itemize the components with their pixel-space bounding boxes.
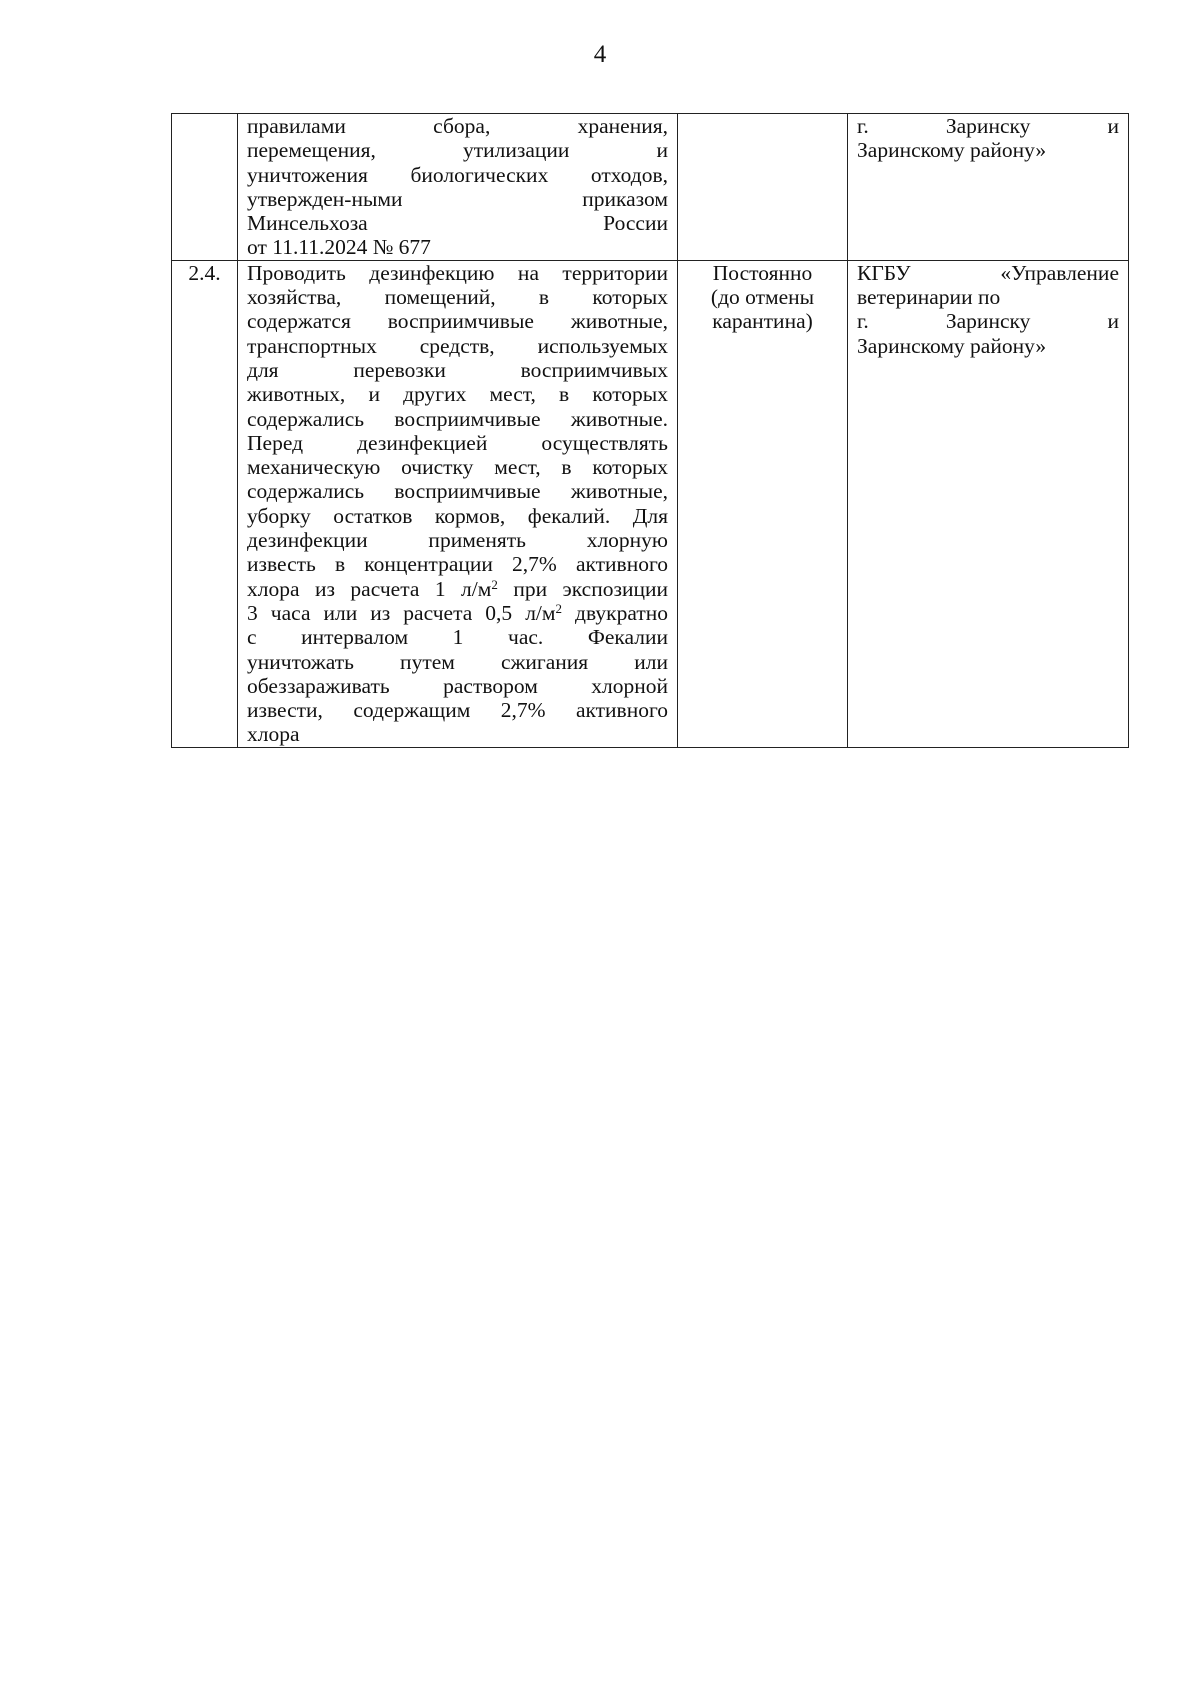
measure-text <box>238 260 678 747</box>
measure-text-line: с интервалом 1 час. Фекалии <box>247 625 668 650</box>
measure-text-line: от 11.11.2024 № 677 <box>247 235 431 260</box>
measure-text-line: Минсельхоза России <box>247 211 668 236</box>
term-cell <box>678 260 848 747</box>
measure-text-line: утвержден-ными приказом <box>247 186 668 211</box>
term-cell <box>678 114 848 261</box>
measure-text-line: содержались восприимчивые животные. <box>247 406 668 431</box>
measure-text-line: механическую очистку мест, в которых <box>247 455 668 480</box>
measure-text-line: содержались восприимчивые животные, <box>247 479 668 504</box>
table-row <box>172 114 1129 261</box>
responsible-line: КГБУ «Управление <box>857 260 1119 285</box>
responsible-line: Заринскому району» <box>857 138 1047 163</box>
measure-text-line: уборку остатков кормов, фекалий. Для <box>247 503 668 528</box>
measure-text-line: 3 часа или из расчета 0,5 $л/м^2$ двукратно <box>247 600 668 625</box>
measure-text-line: извести, содержащим 2,7% активного <box>247 698 668 723</box>
measure-text <box>238 114 678 261</box>
row-number <box>172 114 238 261</box>
measure-text-line: перемещения, утилизации и <box>247 138 668 163</box>
measure-text-line: обеззараживать раствором хлорной <box>247 673 668 698</box>
measure-text-line: уничтожать путем сжигания или <box>247 649 668 674</box>
measure-text-line: для перевозки восприимчивых <box>247 357 668 382</box>
responsible-cell <box>848 114 1129 261</box>
measure-text-line: транспортных средств, используемых <box>247 333 668 358</box>
row-number: 2.4. <box>172 260 238 747</box>
measure-text-line: животных, и других мест, в которых <box>247 382 668 407</box>
responsible-line: г. Заринску и <box>857 114 1119 138</box>
measure-text-line: хлора из расчета 1 $л/м^2$ при экспозиции <box>247 576 669 601</box>
table-body <box>172 114 1129 748</box>
table-row <box>172 260 1129 747</box>
term-line: Постоянно <box>712 260 813 285</box>
responsible-cell <box>848 260 1129 747</box>
measure-text-line: содержатся восприимчивые животные, <box>247 309 668 334</box>
measure-text-line: Проводить дезинфекцию на территории <box>247 260 668 285</box>
term-line: карантина) <box>712 309 813 334</box>
measure-text-line: хозяйства, помещений, в которых <box>247 285 668 310</box>
term-line: (до отмены <box>710 285 815 310</box>
responsible-line: ветеринарии по <box>857 285 1001 310</box>
responsible-line: Заринскому району» <box>857 333 1047 358</box>
page-number: 4 <box>593 41 607 68</box>
measure-text-line: известь в концентрации 2,7% активного <box>247 552 668 577</box>
measure-text-line: дезинфекции применять хлорную <box>247 528 668 553</box>
measures-table <box>171 113 1129 748</box>
measure-text-line: правилами сбора, хранения, <box>247 114 668 138</box>
measure-text-line: хлора <box>247 722 300 747</box>
measure-text-line: Перед дезинфекцией осуществлять <box>247 430 668 455</box>
measure-text-line: уничтожения биологических отходов, <box>247 162 668 187</box>
responsible-line: г. Заринску и <box>857 309 1119 334</box>
